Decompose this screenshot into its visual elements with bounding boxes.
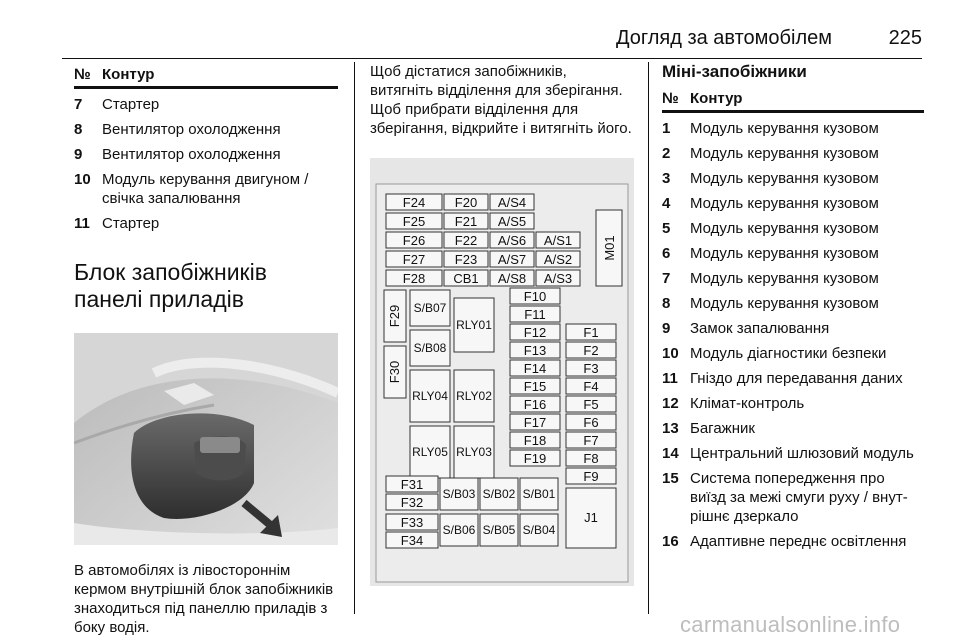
table-row	[662, 194, 924, 213]
row-label: Модуль керування кузовом	[690, 145, 879, 162]
row-number: 5	[662, 220, 671, 237]
row-number: 4	[662, 195, 671, 212]
fuse-label: F10	[523, 289, 547, 304]
fuse-label: F34	[400, 533, 424, 548]
fuse-label: M01	[602, 235, 617, 261]
fuse-label: F9	[583, 469, 599, 484]
column-left	[74, 62, 338, 637]
row-number: 15	[662, 470, 679, 487]
fuse-label: F15	[523, 379, 547, 394]
header-rule	[62, 58, 922, 59]
fuse-label: A/S1	[543, 233, 573, 248]
row-label: Гніздо для передавання даних	[690, 370, 903, 387]
fuse-label: F1	[583, 325, 599, 340]
row-label: Адаптивне переднє освітлення	[690, 533, 907, 550]
watermark: carmanualsonline.info	[680, 612, 901, 637]
table-row	[662, 344, 924, 363]
fuse-label: S/B05	[482, 523, 516, 537]
fuse-label: F8	[583, 451, 599, 466]
row-label: Стартер	[102, 96, 160, 113]
row-label: Клімат-контроль	[690, 395, 805, 412]
row-label: Модуль діагностики безпеки	[690, 345, 887, 362]
table-row	[662, 444, 924, 463]
table-row	[74, 95, 338, 114]
fuse-label: F12	[523, 325, 547, 340]
header-number: №	[74, 65, 91, 83]
fuse-label: F18	[523, 433, 547, 448]
fuse-label: F4	[583, 379, 599, 394]
table-row	[662, 269, 924, 288]
fuse-label: F24	[402, 195, 426, 210]
row-label: Модуль керування кузовом	[690, 295, 879, 312]
page-title: Догляд за автомобілем	[615, 27, 832, 49]
fuse-label: F13	[523, 343, 547, 358]
fuse-label: F5	[583, 397, 599, 412]
header-circuit: Контур	[102, 65, 155, 83]
fuse-label: F21	[454, 214, 478, 229]
fuse-label: F29	[387, 304, 402, 328]
fuse-label: F11	[524, 307, 546, 322]
page-header	[0, 22, 922, 52]
fuse-label: A/S3	[543, 271, 573, 286]
fuse-label: A/S4	[497, 195, 527, 210]
fusebox-diagram	[370, 158, 634, 586]
row-label: Система попередження про виїзд за межі смуги руху / внут-рішнє дзеркало	[690, 470, 908, 525]
fuse-label: RLY04	[412, 389, 448, 403]
row-label: Модуль керування кузовом	[690, 270, 879, 287]
fuse-label: CB1	[453, 271, 479, 286]
table-row	[662, 394, 924, 413]
table-row	[662, 294, 924, 313]
fuse-label: F32	[400, 495, 424, 510]
photo-caption: В автомобілях із лівостороннім кермом внутрішній блок запобіжників знаходиться під панеллю приладів з боку водія.	[74, 562, 334, 636]
row-number: 14	[662, 445, 679, 462]
row-number: 10	[74, 171, 91, 188]
row-number: 6	[662, 245, 671, 262]
column-divider	[648, 62, 649, 614]
row-number: 7	[74, 96, 83, 113]
fuse-label: F27	[402, 252, 426, 267]
row-label: Стартер	[102, 215, 160, 232]
row-number: 2	[662, 145, 671, 162]
row-number: 11	[662, 370, 678, 387]
section-heading: Блок запобіжників панелі приладів	[74, 259, 267, 312]
row-number: 10	[662, 345, 679, 362]
fuse-label: A/S5	[497, 214, 527, 229]
row-number: 1	[662, 120, 671, 137]
fuse-label: F26	[402, 233, 426, 248]
table-row	[662, 219, 924, 238]
row-label: Модуль керування кузовом	[690, 120, 879, 137]
table-row	[662, 532, 924, 551]
fuse-label: RLY03	[456, 445, 492, 459]
fuse-label: A/S6	[497, 233, 527, 248]
fuse-label: A/S8	[497, 271, 527, 286]
fuse-label: F3	[583, 361, 599, 376]
fuse-label: S/B06	[442, 523, 476, 537]
fuse-label: RLY01	[456, 318, 492, 332]
row-label: Модуль керування двигуном / свічка запалювання	[102, 171, 309, 207]
row-label: Модуль керування кузовом	[690, 245, 879, 262]
column-right	[662, 62, 924, 551]
fuse-label: S/B07	[413, 301, 447, 315]
column-divider	[354, 62, 355, 614]
row-label: Модуль керування кузовом	[690, 195, 879, 212]
table-row	[662, 319, 924, 338]
row-number: 7	[662, 270, 671, 287]
row-number: 8	[74, 121, 83, 138]
page-number: 225	[888, 27, 922, 49]
fuse-label: F23	[454, 252, 478, 267]
fuse-label: RLY05	[412, 445, 448, 459]
fuse-label: J1	[584, 510, 598, 525]
table-row	[662, 419, 924, 438]
table-row	[662, 169, 924, 188]
fuse-label: F22	[454, 233, 478, 248]
table-row	[662, 369, 924, 388]
row-number: 9	[662, 320, 671, 337]
table-header	[74, 62, 338, 89]
fuse-label: F17	[523, 415, 547, 430]
fuse-label: F6	[583, 415, 599, 430]
row-number: 9	[74, 146, 83, 163]
fuse-label: F14	[523, 361, 547, 376]
fuse-label: F28	[402, 271, 426, 286]
fuse-label: S/B03	[442, 487, 476, 501]
fuse-label: F33	[400, 515, 424, 530]
fuse-label: F19	[523, 451, 547, 466]
fuse-label: A/S2	[543, 252, 573, 267]
row-number: 12	[662, 395, 679, 412]
fuse-label: S/B01	[522, 487, 556, 501]
fuse-label: A/S7	[497, 252, 527, 267]
column-middle	[370, 62, 632, 586]
table-row	[74, 214, 338, 233]
table-row	[662, 144, 924, 163]
header-number: №	[662, 89, 679, 107]
fuse-label: F2	[583, 343, 599, 358]
row-number: 16	[662, 533, 679, 550]
row-number: 13	[662, 420, 679, 437]
row-label: Модуль керування кузовом	[690, 170, 879, 187]
fuse-label: F7	[583, 433, 599, 448]
row-label: Модуль керування кузовом	[690, 220, 879, 237]
table-row	[74, 170, 338, 208]
fuse-label: F30	[387, 360, 402, 384]
table-row	[74, 145, 338, 164]
row-label: Замок запалювання	[690, 320, 830, 337]
row-label: Вентилятор охолодження	[102, 146, 281, 163]
header-circuit: Контур	[690, 89, 743, 107]
row-label: Вентилятор охолодження	[102, 121, 281, 138]
fuse-label: F31	[400, 477, 424, 492]
fuse-label: F20	[454, 195, 478, 210]
instructions-text: Щоб дістатися запобіжників, витягніть відділення для зберігання. Щоб прибрати відділення для зберігання, відкрийте і витягніть його.	[370, 63, 632, 137]
fusebox-location-photo	[74, 333, 338, 545]
table-row	[74, 120, 338, 139]
row-number: 11	[74, 215, 90, 232]
table-row	[662, 469, 924, 526]
fuse-label: S/B04	[522, 523, 556, 537]
row-number: 3	[662, 170, 671, 187]
fuse-label: F16	[523, 397, 547, 412]
row-label: Центральний шлюзовий модуль	[690, 445, 914, 462]
row-number: 8	[662, 295, 671, 312]
table-row	[662, 119, 924, 138]
fuse-label: S/B08	[413, 341, 447, 355]
row-label: Багажник	[690, 420, 755, 437]
table-row	[662, 244, 924, 263]
fuse-label: S/B02	[482, 487, 516, 501]
table-header	[662, 86, 924, 113]
fuse-label: RLY02	[456, 389, 492, 403]
fuse-label: F25	[402, 214, 426, 229]
section-heading: Міні-запобіжники	[662, 62, 807, 81]
